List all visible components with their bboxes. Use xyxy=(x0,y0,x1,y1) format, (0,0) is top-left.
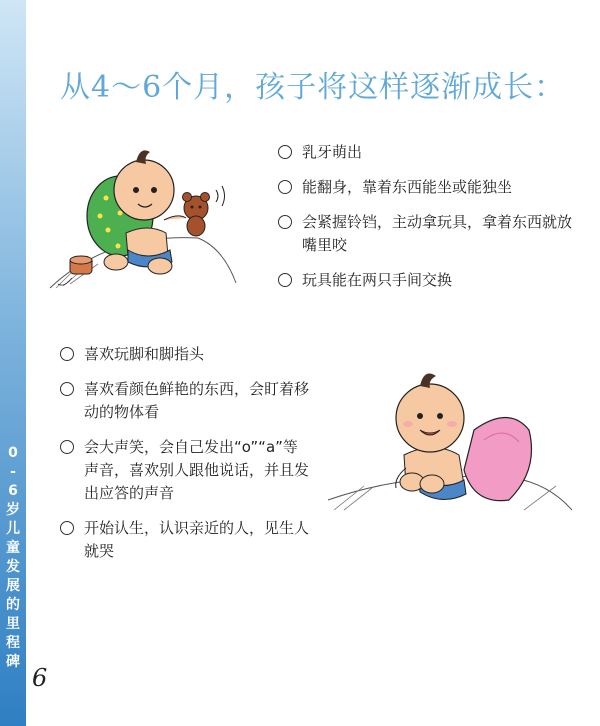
list-item xyxy=(60,517,310,563)
list-item-text: 开始认生，认识亲近的人，见生人就哭 xyxy=(84,519,310,560)
list-item-text: 能翻身，靠着东西能坐或能独坐 xyxy=(302,178,513,196)
list-item xyxy=(60,378,310,424)
side-label-char: 里 xyxy=(6,616,20,632)
list-item-text: 会大声笑，会自己发出“o”“a”等声音，喜欢别人跟他说话，并且发出应答的声音 xyxy=(84,438,310,502)
side-label-char: 展 xyxy=(6,578,20,594)
side-label-char: 儿 xyxy=(6,521,20,537)
list-item xyxy=(278,269,578,292)
bullet-circle-icon xyxy=(60,382,74,396)
list-item-text: 会紧握铃铛，主动拿玩具，拿着东西就放嘴里咬 xyxy=(302,213,573,254)
side-label-char: 0 xyxy=(8,445,18,461)
side-label-char: 程 xyxy=(6,635,20,651)
list-item xyxy=(278,141,578,164)
side-label-char: 发 xyxy=(6,559,20,575)
baby-playing-with-feet-icon xyxy=(324,360,574,530)
list-item-text: 玩具能在两只手间交换 xyxy=(302,271,453,289)
side-label-char: - xyxy=(10,464,16,480)
list-item xyxy=(278,176,578,199)
page-number: 6 xyxy=(32,664,48,692)
bullet-circle-icon xyxy=(278,180,292,194)
milestone-list-top xyxy=(278,141,578,304)
side-label-char: 碑 xyxy=(6,654,20,670)
book-series-label xyxy=(0,444,26,684)
baby-with-teddy-bear-icon xyxy=(48,138,238,298)
list-item xyxy=(60,343,310,366)
bullet-circle-icon xyxy=(60,521,74,535)
list-item xyxy=(60,436,310,505)
bullet-circle-icon xyxy=(278,145,292,159)
list-item-text: 喜欢玩脚和脚指头 xyxy=(84,345,205,363)
bullet-circle-icon xyxy=(278,273,292,287)
list-item-text: 乳牙萌出 xyxy=(302,143,363,161)
bullet-circle-icon xyxy=(278,215,292,229)
list-item xyxy=(278,211,578,257)
side-label-char: 的 xyxy=(6,597,20,613)
list-item-text: 喜欢看颜色鲜艳的东西，会盯着移动的物体看 xyxy=(84,380,310,421)
page-title: 从4～6个月，孩子将这样逐渐成长： xyxy=(60,70,566,105)
bullet-circle-icon xyxy=(60,347,74,361)
milestone-list-bottom xyxy=(60,343,310,575)
side-label-char: 6 xyxy=(8,483,18,499)
side-label-char: 童 xyxy=(6,540,20,556)
side-label-char: 岁 xyxy=(6,502,20,518)
bullet-circle-icon xyxy=(60,440,74,454)
